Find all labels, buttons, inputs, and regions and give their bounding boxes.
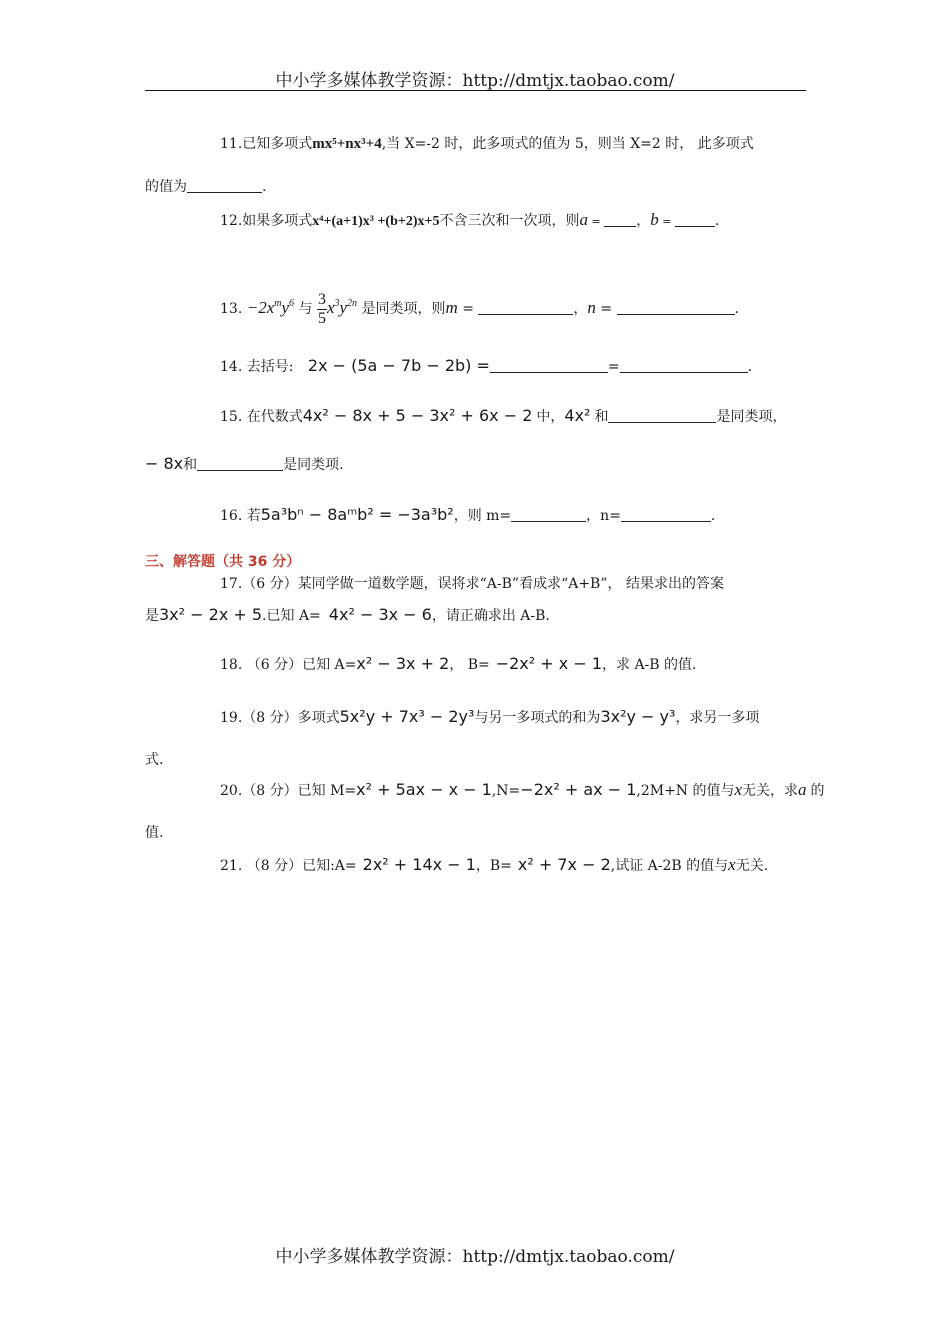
q13-term1-y: y bbox=[281, 298, 290, 317]
q20-var-x: x bbox=[734, 780, 743, 799]
q21-text-a: 21. （8 分）已知:A= bbox=[220, 858, 357, 874]
question-12 bbox=[220, 210, 719, 232]
q12-sep: ， bbox=[636, 213, 651, 229]
q13-term2-xexp: 3 bbox=[334, 298, 340, 309]
q18-text-a: 18. （6 分）已知 A= bbox=[220, 657, 357, 673]
question-16 bbox=[220, 505, 715, 526]
q15-and1: 和 bbox=[594, 409, 609, 425]
q21-text-c: ,试证 A-2B 的值与 bbox=[610, 858, 729, 874]
q16-text-a: 16. 若 bbox=[220, 508, 261, 524]
question-17-cont bbox=[145, 605, 550, 626]
q15-blank-2[interactable] bbox=[197, 456, 283, 471]
header-divider bbox=[145, 90, 806, 91]
q20-text-d: 无关，求 bbox=[742, 783, 799, 799]
q12-expression: x⁴+(a+1)x³ +(b+2)x+5 bbox=[312, 214, 440, 229]
question-19-cont bbox=[145, 750, 163, 770]
q14-expression: 2x − (5a − 7b − 2b) = bbox=[307, 356, 490, 375]
question-13 bbox=[220, 288, 739, 329]
q13-sep: ， bbox=[573, 301, 588, 317]
page-footer: 中小学多媒体教学资源：http://dmtjx.taobao.com/ bbox=[275, 1247, 675, 1267]
q14-blank-2[interactable] bbox=[620, 358, 748, 373]
q20-text-a: 20.（8 分）已知 M= bbox=[220, 783, 357, 799]
q15-term1: 4x² bbox=[564, 406, 591, 425]
q12-end: . bbox=[714, 213, 720, 229]
q13-frac-den: 5 bbox=[317, 309, 326, 327]
q11-expression: mx⁵+nx³+4 bbox=[312, 136, 382, 152]
q15-and2: 和 bbox=[183, 457, 198, 473]
q20-expression-1: x² + 5ax − x − 1 bbox=[356, 780, 492, 799]
q12-text-a: 12.如果多项式 bbox=[220, 213, 313, 229]
q15-blank-1[interactable] bbox=[608, 408, 716, 423]
q13-blank-n[interactable] bbox=[617, 300, 735, 315]
q18-text-b: ， B= bbox=[449, 657, 490, 673]
q12-var-a: a bbox=[579, 210, 588, 229]
q11-text-d: . bbox=[262, 179, 267, 195]
q14-mid: = bbox=[607, 359, 620, 375]
q15-text-b: 中， bbox=[536, 409, 565, 425]
q19-text-b: 与另一多项式的和为 bbox=[474, 710, 601, 726]
q16-blank-n[interactable] bbox=[621, 507, 711, 522]
question-18 bbox=[220, 654, 696, 675]
q16-expression: 5a³bⁿ − 8aᵐb² = −3a³b² bbox=[260, 505, 454, 524]
q14-blank-1[interactable] bbox=[490, 358, 608, 373]
q16-blank-m[interactable] bbox=[511, 507, 586, 522]
question-21 bbox=[220, 855, 768, 876]
q19-text-c: ，求另一多项 bbox=[675, 710, 760, 726]
q12-var-b: b bbox=[650, 210, 659, 229]
q15-text-c: 是同类项， bbox=[716, 409, 787, 425]
q17-text-d: ，请正确求出 A-B. bbox=[431, 608, 550, 624]
q13-term1-base: −2x bbox=[246, 298, 275, 317]
q16-text-c: ，n= bbox=[586, 508, 621, 524]
question-11 bbox=[220, 134, 754, 154]
page-header: 中小学多媒体教学资源：http://dmtjx.taobao.com/ bbox=[275, 71, 675, 91]
q18-text-c: ，求 A-B 的值. bbox=[602, 657, 697, 673]
q17-text-b: 是 bbox=[145, 608, 159, 624]
question-14 bbox=[220, 356, 752, 377]
q13-with: 与 bbox=[298, 301, 313, 317]
q13-eq-m: = bbox=[457, 301, 479, 317]
q13-term2-x: x bbox=[326, 298, 335, 317]
q14-text-a: 14. 去括号: bbox=[220, 359, 294, 375]
q13-blank-m[interactable] bbox=[478, 300, 573, 315]
q21-var-x: x bbox=[728, 855, 736, 874]
q20-text-b: ,N= bbox=[491, 783, 521, 799]
q11-answer-blank[interactable] bbox=[187, 178, 262, 193]
q13-term2-y: y bbox=[339, 298, 348, 317]
q20-text-f: 值. bbox=[145, 825, 164, 841]
q12-text-b: 不含三次和一次项，则 bbox=[439, 213, 580, 229]
q16-text-d: . bbox=[710, 508, 716, 524]
q21-expression-1: 2x² + 14x − 1 bbox=[362, 855, 476, 874]
q13-end: . bbox=[734, 301, 739, 317]
q17-expression-2: 4x² − 3x − 6 bbox=[328, 605, 432, 624]
q13-term1-yexp: 6 bbox=[289, 298, 295, 309]
q13-eq-n: = bbox=[595, 301, 617, 317]
question-11-cont bbox=[145, 177, 266, 197]
q19-text-d: 式. bbox=[145, 752, 164, 768]
question-15-cont bbox=[145, 454, 344, 475]
q19-text-a: 19.（8 分）多项式 bbox=[220, 710, 340, 726]
q15-text-a: 15. 在代数式 bbox=[220, 409, 303, 425]
q15-term2: − 8x bbox=[145, 454, 184, 473]
q13-number: 13. bbox=[220, 301, 243, 317]
q14-end: . bbox=[747, 359, 753, 375]
q19-expression-2: 3x²y − y³ bbox=[600, 707, 676, 726]
q17-text-a: 17.（6 分）某同学做一道数学题，误将求“A-B”看成求“A+B”， 结果求出的答案 bbox=[220, 576, 724, 592]
q13-term2-yexp: 2n bbox=[347, 298, 358, 309]
q19-expression-1: 5x²y + 7x³ − 2y³ bbox=[339, 707, 475, 726]
q21-text-d: 无关. bbox=[735, 858, 769, 874]
q11-text-a: 11.已知多项式 bbox=[220, 136, 313, 152]
q15-expression: 4x² − 8x + 5 − 3x² + 6x − 2 bbox=[302, 406, 533, 425]
q13-term2 bbox=[327, 298, 357, 317]
q12-blank-b[interactable] bbox=[675, 212, 715, 227]
q12-eq-a: = bbox=[587, 215, 605, 228]
q20-text-c: ,2M+N 的值与 bbox=[636, 783, 735, 799]
q20-var-a: a bbox=[798, 780, 807, 799]
q13-var-n: n bbox=[587, 298, 596, 317]
q18-expression-2: −2x² + x − 1 bbox=[495, 654, 602, 673]
question-19 bbox=[220, 707, 759, 728]
q13-text-b: 是同类项，则 bbox=[361, 301, 446, 317]
q21-expression-2: x² + 7x − 2 bbox=[517, 855, 611, 874]
q20-text-e: 的 bbox=[810, 783, 825, 799]
q11-text-c: 的值为 bbox=[145, 179, 187, 195]
q13-term1-exp: m bbox=[274, 298, 282, 309]
q12-blank-a[interactable] bbox=[604, 212, 636, 227]
question-20-cont bbox=[145, 823, 163, 843]
question-17 bbox=[220, 574, 724, 594]
q20-expression-2: −2x² + ax − 1 bbox=[520, 780, 637, 799]
question-20 bbox=[220, 780, 825, 801]
q13-frac-num: 3 bbox=[317, 290, 326, 308]
q17-expression-1: 3x² − 2x + 5 bbox=[159, 605, 263, 624]
q15-text-d: 是同类项. bbox=[283, 457, 344, 473]
q18-expression-1: x² − 3x + 2 bbox=[356, 654, 450, 673]
question-15 bbox=[220, 406, 786, 427]
q21-text-b: ，B= bbox=[475, 858, 512, 874]
q13-term1 bbox=[247, 298, 294, 317]
q13-var-m: m bbox=[445, 298, 458, 317]
q11-text-b: ,当 X=-2 时，此多项式的值为 5，则当 X=2 时， 此多项式 bbox=[381, 136, 754, 152]
section-title: 三、解答题（共 36 分） bbox=[145, 554, 301, 570]
q12-eq-b: = bbox=[658, 215, 675, 228]
q17-text-c: .已知 A= bbox=[262, 608, 321, 624]
q16-text-b: ，则 m= bbox=[453, 508, 512, 524]
q13-fraction bbox=[317, 291, 327, 328]
